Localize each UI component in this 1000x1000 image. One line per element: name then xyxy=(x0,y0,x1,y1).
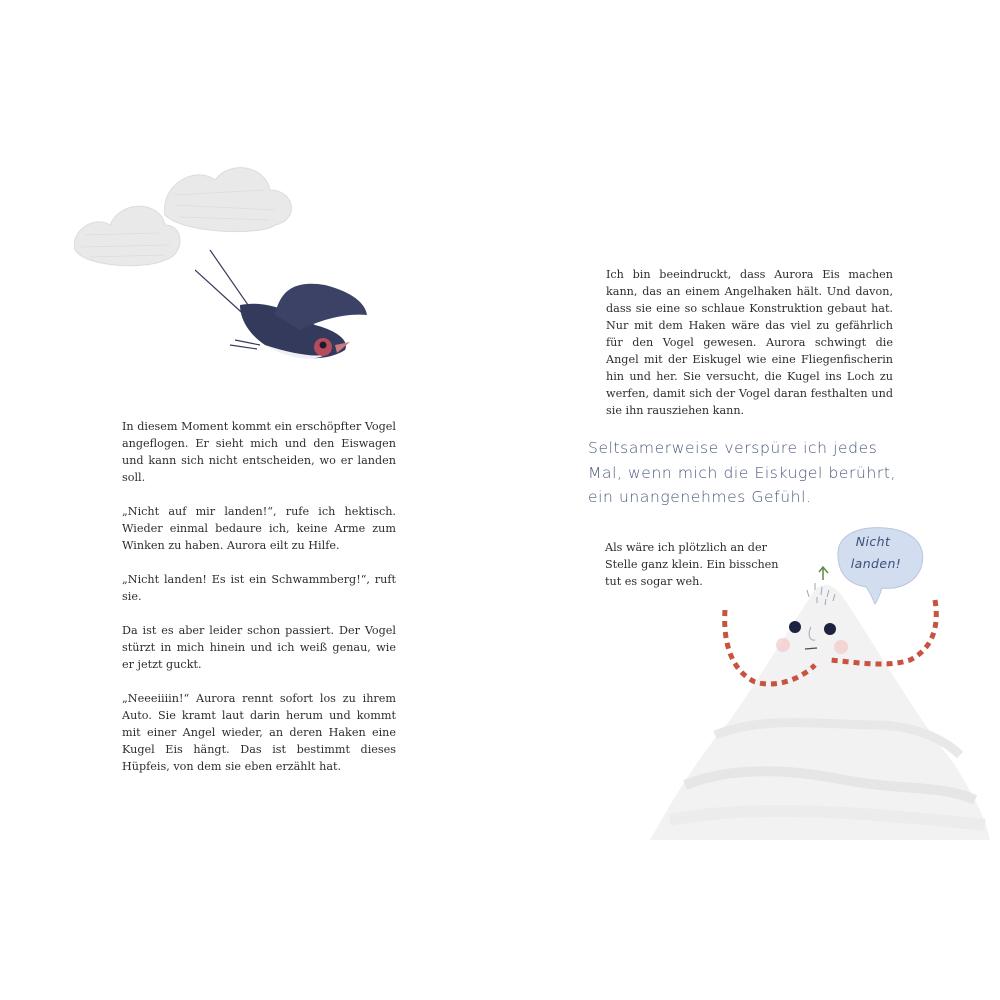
right-page xyxy=(500,0,1000,1000)
small-text: Als wäre ich plötzlich an der Stelle ganz klein. Ein bisschen tut es sogar weh. xyxy=(605,541,779,588)
paragraph: „Nicht auf mir landen!“, rufe ich hektisch. Wieder einmal bedaure ich, keine Arme zum Winken zu haben. Aurora eilt zu Hilfe. xyxy=(122,505,396,552)
speech-bubble-line: Nicht xyxy=(855,534,891,549)
left-page-text xyxy=(122,418,396,775)
paragraph: „Neeeiiiin!“ Aurora rennt sofort los zu ihrem Auto. Sie kramt laut darin herum und kommt mit einer Angel wieder, an deren Haken eine Kugel Eis hängt. Das ist bestimmt dieses Hüpfeis, von dem sie eben erzählt hat. xyxy=(122,692,396,773)
handwritten-quote: Seltsamerweise verspüre ich jedes Mal, wenn mich die Eiskugel berührt, ein unangenehmes Gefühl. xyxy=(588,439,897,506)
swallow-bird-icon xyxy=(195,245,375,375)
paragraph: „Nicht landen! Es ist ein Schwammberg!“, ruft sie. xyxy=(122,573,396,603)
speech-bubble-line: landen! xyxy=(850,556,902,571)
paragraph: Ich bin beeindruckt, dass Aurora Eis machen kann, das an einem Angelhaken hält. Und davon, dass sie eine so schlaue Konstruktion gebaut hat. Nur mit dem Haken wäre das viel zu gefährlich für den Vogel gewesen. Aurora schwingt die Angel mit der Eiskugel wie eine Fliegenfischerin hin und her. Sie versucht, die Kugel ins Loch zu werfen, damit sich der Vogel daran festhalten und sie ihn rausziehen kann. xyxy=(606,268,893,417)
paragraph: In diesem Moment kommt ein erschöpfter Vogel angeflogen. Er sieht mich und den Eiswagen und kann sich nicht entscheiden, wo er landen soll. xyxy=(122,420,396,484)
paragraph: Da ist es aber leider schon passiert. Der Vogel stürzt in mich hinein und ich weiß genau, wie er jetzt guckt. xyxy=(122,624,396,671)
right-page-text xyxy=(606,266,893,419)
